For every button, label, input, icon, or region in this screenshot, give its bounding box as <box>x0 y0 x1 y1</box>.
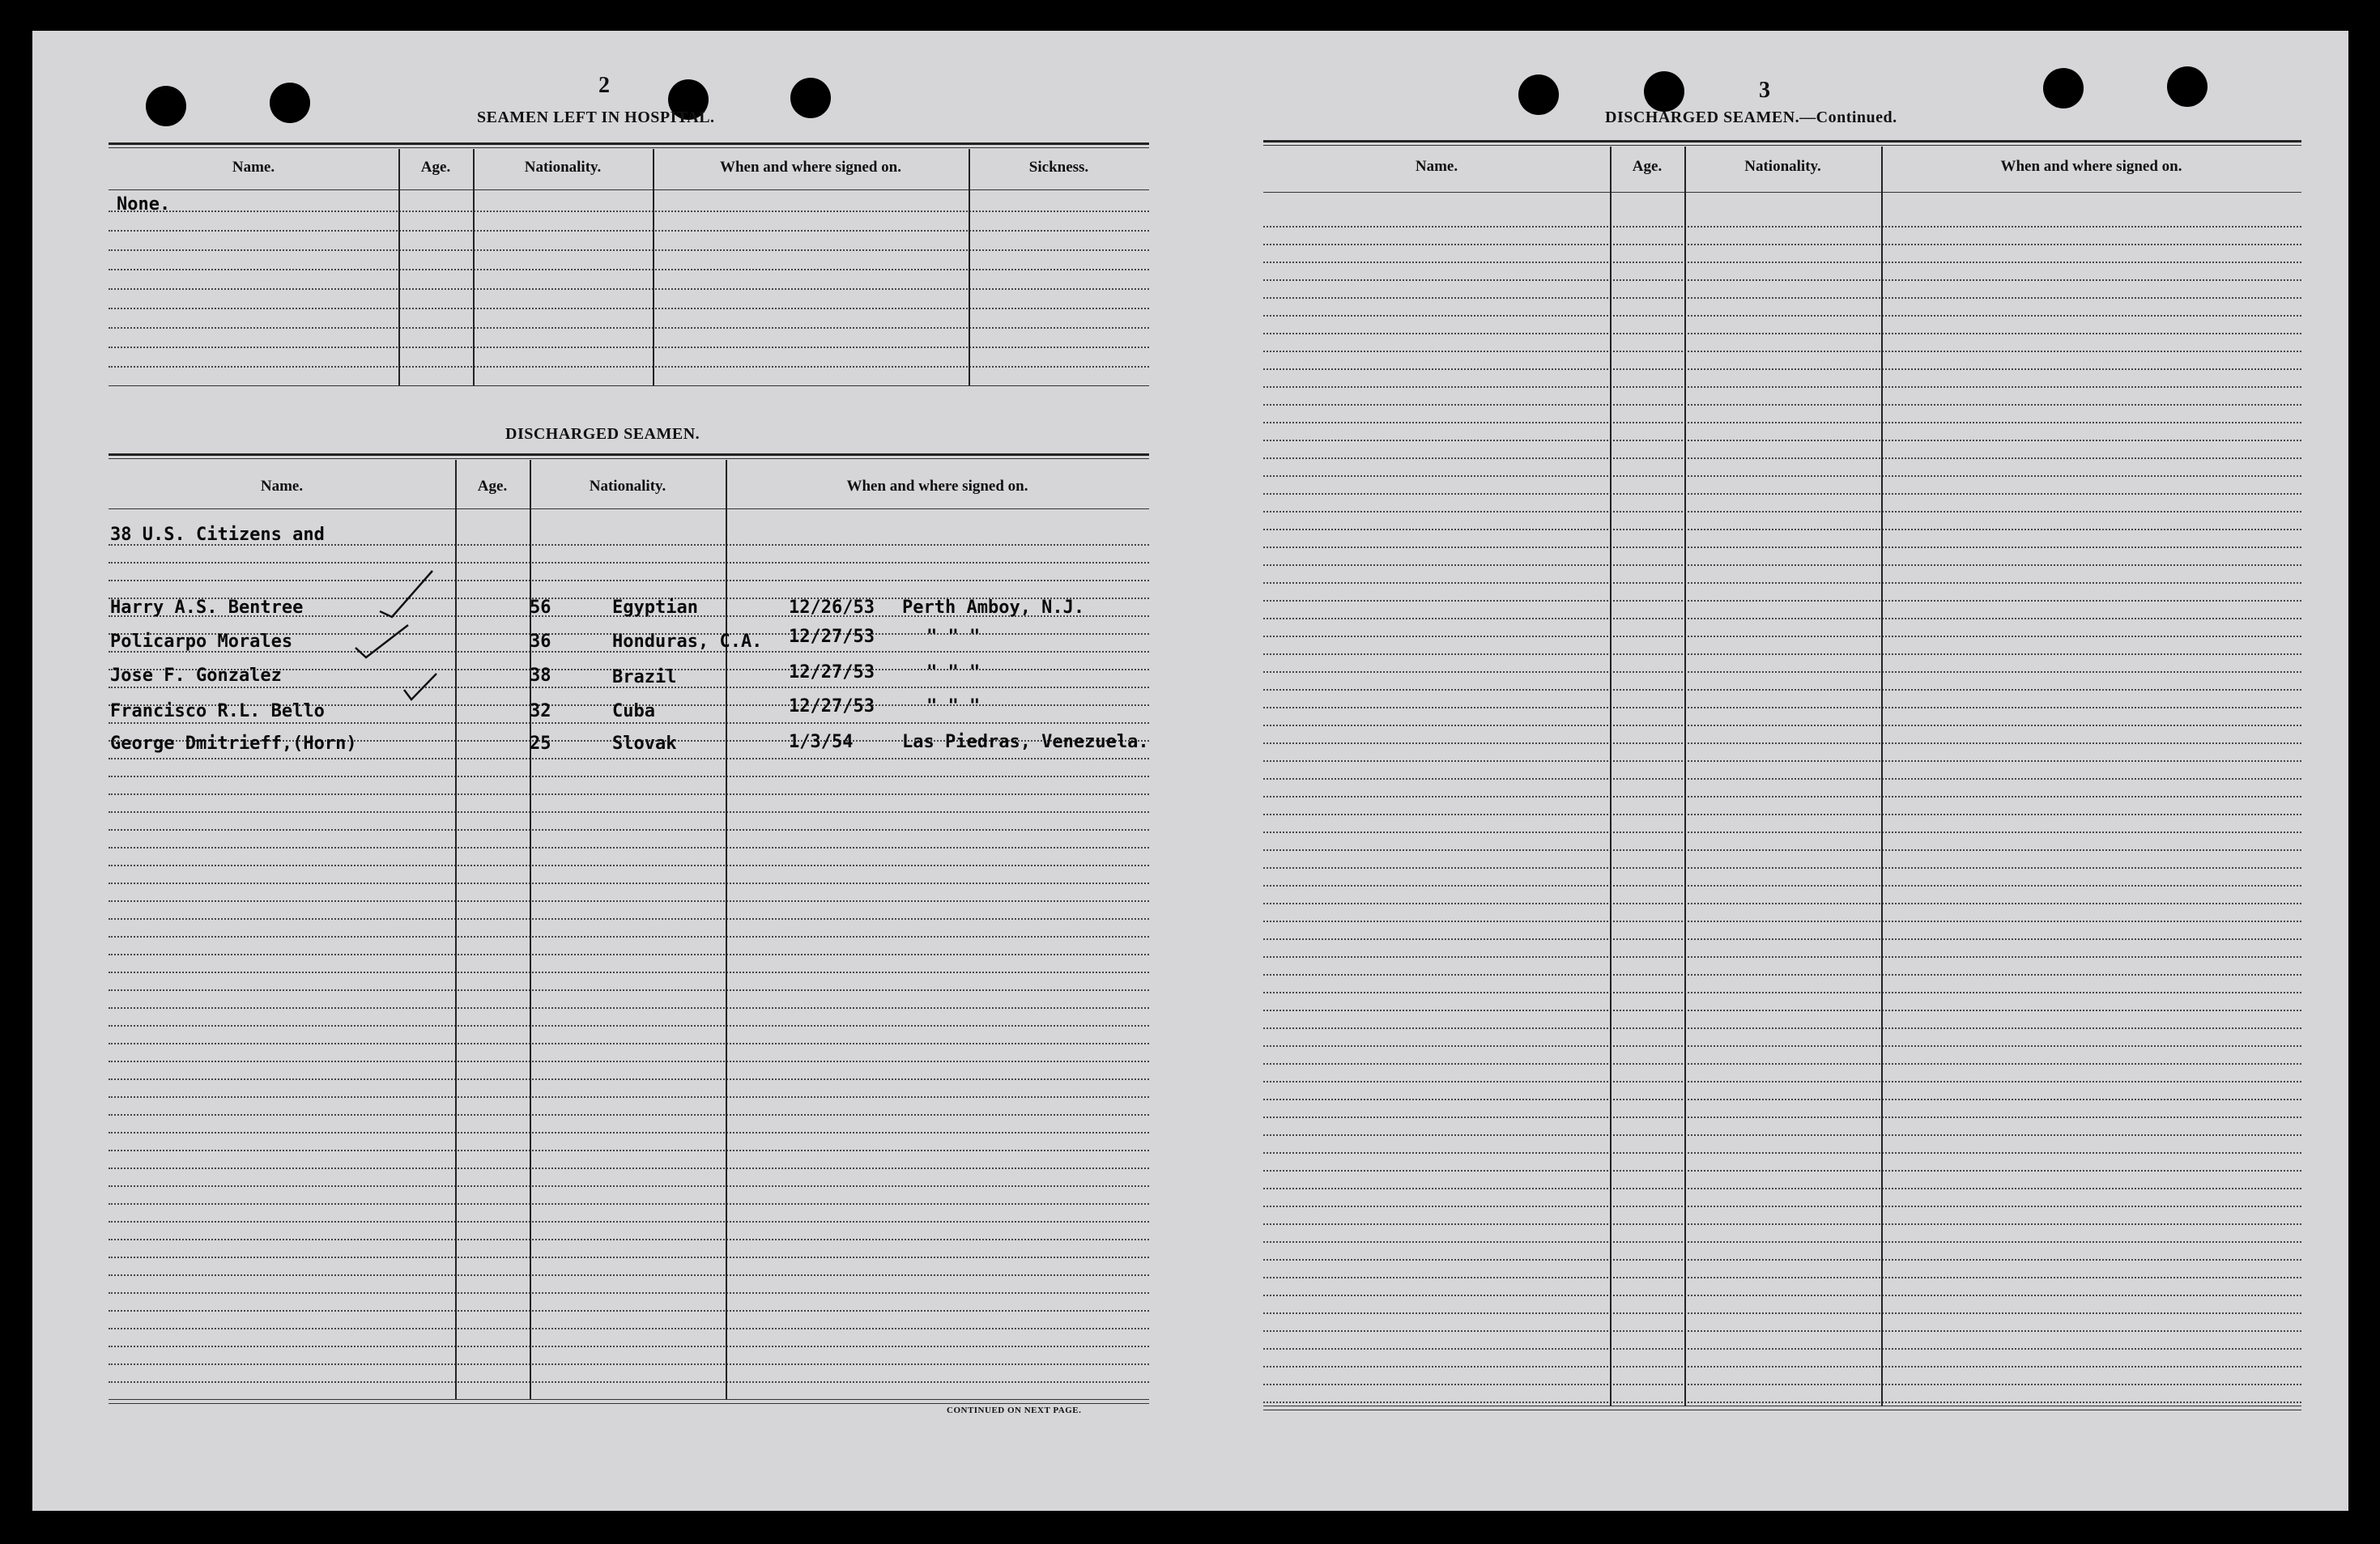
ruling-line <box>109 1310 1149 1312</box>
ruling-line <box>1263 493 2301 495</box>
col-header-name: Name. <box>260 478 304 495</box>
ruling-line <box>1263 849 2301 851</box>
ruling-line <box>1263 1295 2301 1296</box>
ruling-line <box>109 562 1149 564</box>
ruling-line <box>1263 956 2301 958</box>
row-nationality: Egyptian <box>612 598 698 618</box>
ruling-line <box>109 776 1149 777</box>
ruling-line <box>109 793 1149 795</box>
col-header-age: Age. <box>477 478 508 495</box>
ruling-line <box>1263 992 2301 993</box>
ruling-line <box>1263 903 2301 904</box>
hospital-section-title: SEAMEN LEFT IN HOSPITAL. <box>477 108 715 126</box>
ruling-line <box>109 1274 1149 1276</box>
row-place: " " " <box>926 662 981 683</box>
col-header-age: Age. <box>420 159 451 176</box>
ruling-line <box>1263 226 2301 228</box>
ruling-line <box>1263 529 2301 530</box>
col-header-signed-on: When and where signed on. <box>846 478 1028 495</box>
col-header-signed-on: When and where signed on. <box>2000 158 2182 175</box>
ruling-line <box>109 1150 1149 1151</box>
ruling-line <box>1263 351 2301 352</box>
check-mark-icon <box>376 567 441 623</box>
ruling-line <box>1263 1170 2301 1172</box>
row-nationality: Honduras, C.A. <box>612 632 763 652</box>
ruling-line <box>1263 368 2301 370</box>
ruling-line <box>109 1328 1149 1329</box>
row-date: 1/3/54 <box>789 732 854 752</box>
check-mark-icon <box>400 672 449 704</box>
ruling-line <box>109 1114 1149 1116</box>
ruling-line <box>1263 1099 2301 1100</box>
ruling-line <box>1263 315 2301 317</box>
ruling-line <box>109 580 1149 581</box>
ruling-line <box>1263 974 2301 976</box>
ruling-line <box>1263 814 2301 815</box>
ruling-line <box>1263 1081 2301 1083</box>
row-name: Policarpo Morales <box>110 632 293 652</box>
row-date: 12/27/53 <box>789 662 875 683</box>
ruling-line <box>1263 1223 2301 1225</box>
ruling-line <box>1263 921 2301 922</box>
ruling-line <box>109 883 1149 884</box>
ruling-line <box>1263 1206 2301 1207</box>
row-nationality: Slovak <box>612 734 677 754</box>
left-page <box>109 31 1149 1511</box>
ruling-line <box>1263 1010 2301 1011</box>
ruling-line <box>109 1221 1149 1223</box>
ruling-line <box>109 722 1149 724</box>
ruling-line <box>1263 1402 2301 1403</box>
row-name: Harry A.S. Bentree <box>110 598 304 618</box>
ruling-line <box>1263 564 2301 566</box>
ruling-line <box>1263 1259 2301 1261</box>
col-header-nationality: Nationality. <box>1744 158 1821 175</box>
row-age: 36 <box>530 632 551 652</box>
ruling-line <box>109 989 1149 991</box>
ruling-line <box>109 1096 1149 1098</box>
page-number: 3 <box>1759 78 1770 103</box>
row-name: Francisco R.L. Bello <box>110 701 325 721</box>
ruling-line <box>109 954 1149 955</box>
ruling-line <box>1263 279 2301 281</box>
ruling-line <box>1263 244 2301 245</box>
ruling-line <box>1263 1241 2301 1243</box>
ruling-line <box>109 1185 1149 1187</box>
row-date: 12/26/53 <box>789 598 875 618</box>
ruling-line <box>1263 867 2301 869</box>
ruling-line <box>1263 885 2301 887</box>
row-name: George Dmitrieff,(Horn) <box>110 734 357 754</box>
ruling-line <box>1263 1027 2301 1029</box>
ruling-line <box>1263 618 2301 619</box>
row-age: 32 <box>530 701 551 721</box>
ruling-line <box>109 1257 1149 1258</box>
col-header-nationality: Nationality. <box>589 478 666 495</box>
check-mark-icon <box>351 623 416 664</box>
ruling-line <box>1263 707 2301 708</box>
ruling-line <box>109 900 1149 902</box>
col-header-age: Age. <box>1632 158 1663 175</box>
ruling-line <box>109 918 1149 920</box>
ruling-line <box>1263 778 2301 780</box>
continued-footer: CONTINUED ON NEXT PAGE. <box>947 1406 1082 1415</box>
ruling-line <box>109 758 1149 759</box>
ruling-line <box>109 1203 1149 1205</box>
ruling-line <box>109 1168 1149 1169</box>
row-date: 12/27/53 <box>789 627 875 647</box>
discharged-section-title: DISCHARGED SEAMEN. <box>505 425 700 443</box>
ruling-line <box>1263 1312 2301 1314</box>
row-place: Perth Amboy, N.J. <box>902 598 1085 618</box>
ruling-line <box>1263 1134 2301 1136</box>
ruling-line <box>109 1239 1149 1240</box>
ruling-line <box>1263 1366 2301 1367</box>
ruling-line <box>109 1132 1149 1134</box>
ruling-line <box>109 1078 1149 1080</box>
ruling-line <box>1263 600 2301 602</box>
row-place: Las Piedras, Venezuela. <box>902 732 1149 752</box>
ruling-line <box>109 936 1149 938</box>
row-name: Jose F. Gonzalez <box>110 666 282 686</box>
ruling-line <box>1263 262 2301 263</box>
ruling-line <box>109 1346 1149 1347</box>
ruling-line <box>1263 333 2301 334</box>
row-age: 56 <box>530 598 551 618</box>
ruling-line <box>1263 796 2301 798</box>
ruling-line <box>1263 1277 2301 1278</box>
ruling-line <box>1263 404 2301 406</box>
ruling-line <box>109 1381 1149 1383</box>
col-header-signed-on: When and where signed on. <box>719 159 901 176</box>
ruling-line <box>109 1043 1149 1044</box>
ruling-line <box>1263 547 2301 548</box>
ruling-line <box>1263 297 2301 299</box>
ruling-line <box>1263 582 2301 584</box>
ruling-line <box>1263 422 2301 423</box>
row-age: 38 <box>530 666 551 686</box>
ruling-line <box>1263 475 2301 477</box>
col-header-name: Name. <box>232 159 275 176</box>
ruling-line <box>1263 742 2301 744</box>
ruling-line <box>1263 1152 2301 1154</box>
ruling-line <box>109 811 1149 813</box>
ruling-line <box>109 1292 1149 1294</box>
discharged-continued-table <box>1263 140 2301 1452</box>
ruling-line <box>1263 1330 2301 1332</box>
ruling-line <box>109 972 1149 973</box>
row-name: 38 U.S. Citizens and <box>110 525 325 545</box>
ruling-line <box>1263 689 2301 691</box>
col-header-nationality: Nationality. <box>524 159 602 176</box>
ruling-line <box>109 1363 1149 1365</box>
right-page <box>1263 31 2301 1511</box>
ruling-line <box>1263 1117 2301 1118</box>
ruling-line <box>109 1007 1149 1009</box>
ruling-line <box>109 847 1149 849</box>
ruling-line <box>1263 636 2301 637</box>
col-header-name: Name. <box>1415 158 1458 175</box>
col-header-sickness: Sickness. <box>1028 159 1089 176</box>
ruling-line <box>1263 832 2301 833</box>
ruling-line <box>1263 1063 2301 1065</box>
ruling-line <box>1263 653 2301 655</box>
row-place: " " " <box>926 696 981 717</box>
row-nationality: Cuba <box>612 701 655 721</box>
discharged-table <box>109 453 1149 1437</box>
ruling-line <box>1263 938 2301 940</box>
ruling-line <box>109 1061 1149 1062</box>
ruling-line <box>1263 457 2301 459</box>
row-nationality: Brazil <box>612 667 677 687</box>
ruling-line <box>1263 386 2301 388</box>
ruling-line <box>1263 440 2301 441</box>
ruling-line <box>109 1025 1149 1027</box>
ruling-line <box>1263 725 2301 726</box>
hospital-table <box>109 142 1149 418</box>
ruling-line <box>1263 1348 2301 1350</box>
ruling-line <box>1263 511 2301 513</box>
document-sheet <box>32 31 2348 1511</box>
ruling-line <box>1263 1188 2301 1189</box>
ruling-line <box>1263 760 2301 762</box>
ruling-line <box>1263 1045 2301 1047</box>
row-date: 12/27/53 <box>789 696 875 717</box>
right-page-title: DISCHARGED SEAMEN.—Continued. <box>1605 108 1897 126</box>
ruling-line <box>1263 1384 2301 1385</box>
ruling-line <box>109 865 1149 866</box>
page-number: 2 <box>598 73 610 98</box>
ruling-line <box>1263 671 2301 673</box>
hospital-entry: None. <box>117 194 171 215</box>
row-place: " " " <box>926 627 981 647</box>
ruling-line <box>109 829 1149 831</box>
row-age: 25 <box>530 734 551 754</box>
